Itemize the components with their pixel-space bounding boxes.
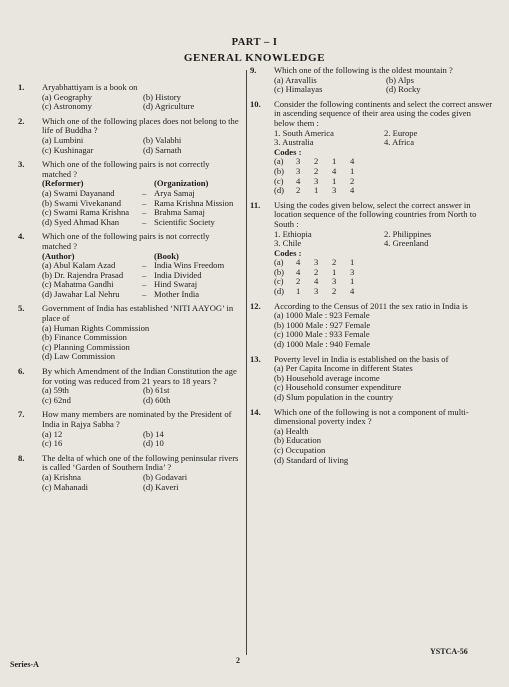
match-cell: – — [142, 207, 147, 218]
match-cell: (b) Dr. Rajendra Prasad — [42, 269, 124, 280]
list-item: 4. Greenland — [384, 238, 429, 249]
option: (b) 1000 Male : 927 Female — [274, 319, 371, 330]
question-number: 6. — [18, 366, 25, 377]
match-cell: India Wins Freedom — [154, 260, 225, 271]
question-item — [250, 355, 494, 403]
option: (b) Education — [274, 435, 322, 446]
list-item: 3. Chile — [274, 238, 302, 249]
question-number: 1. — [18, 82, 25, 92]
option: (d) Agriculture — [143, 101, 195, 112]
option-list — [274, 427, 494, 465]
option-list — [42, 324, 240, 362]
series-label: Series-A — [10, 660, 39, 669]
question-text: Using the codes given below, select the correct answer in location sequence of the following countries from North to South : — [274, 199, 477, 229]
question-text: Which one of the following is not a component of multi-dimensional poverty index ? — [274, 406, 469, 427]
match-cell: – — [142, 288, 147, 299]
page-number: 2 — [236, 656, 240, 665]
option: (b) Household average income — [274, 372, 380, 383]
question-number: 2. — [18, 115, 25, 126]
code-cell: 1 — [350, 165, 355, 176]
option: (a) Geography — [42, 91, 92, 102]
match-cell: (c) Swami Rama Krishna — [42, 207, 130, 218]
match-cell: Rama Krishna Mission — [154, 197, 234, 208]
option: (b) 61st — [143, 385, 170, 396]
code-cell: 3 — [314, 286, 319, 297]
option: (a) Aravallis — [274, 74, 317, 85]
codes-table — [274, 258, 494, 296]
question-item — [18, 232, 240, 299]
question-item — [250, 408, 494, 466]
question-number: 14. — [250, 406, 261, 417]
match-header-right: (Organization) — [154, 178, 209, 189]
option: (c) 16 — [42, 438, 63, 449]
question-number: 12. — [250, 300, 261, 311]
code-cell: 2 — [332, 257, 337, 268]
right-column — [250, 66, 494, 470]
question-number: 11. — [250, 199, 261, 210]
list-item: 4. Africa — [384, 137, 415, 148]
question-text: The delta of which one of the following peninsular rivers is called ‘Garden of Southern India’ ? — [42, 452, 239, 473]
code-cell: 4 — [350, 286, 355, 297]
option: (a) Health — [274, 425, 309, 436]
option: (c) Himalayas — [274, 84, 323, 95]
left-column — [18, 83, 240, 497]
option-list — [42, 93, 240, 112]
code-cell: (a) — [274, 257, 284, 268]
match-cell: (d) Jawahar Lal Nehru — [42, 288, 120, 299]
code-cell: 4 — [314, 276, 319, 287]
part-heading: PART – I — [231, 37, 278, 48]
code-cell: 4 — [350, 185, 355, 196]
match-cell: (c) Mahatma Gandhi — [42, 279, 114, 290]
option: (a) Per Capita Income in different States — [274, 363, 413, 374]
codes-label: Codes : — [274, 146, 302, 157]
codes-table — [274, 157, 494, 195]
option: (d) Rocky — [386, 84, 421, 95]
question-item — [18, 367, 240, 405]
option: (d) Standard of living — [274, 454, 349, 465]
code-cell: 3 — [350, 266, 355, 277]
code-cell: 3 — [314, 257, 319, 268]
match-table — [42, 179, 240, 227]
code-cell: (c) — [274, 175, 284, 186]
question-text: How many members are nominated by the President of India in Rajya Sabha ? — [42, 409, 232, 429]
option: (b) Godavari — [143, 471, 188, 482]
code-cell: 2 — [314, 156, 319, 167]
option: (a) Lumbini — [42, 134, 84, 145]
option: (c) Astronomy — [42, 101, 92, 112]
option: (d) Law Commission — [42, 351, 116, 362]
code-cell: 2 — [296, 276, 301, 287]
code-cell: (b) — [274, 266, 285, 277]
match-cell: India Divided — [154, 269, 202, 280]
code-cell: 4 — [350, 156, 355, 167]
code-cell: 3 — [314, 175, 319, 186]
code-cell: 4 — [296, 257, 301, 268]
code-cell: 4 — [296, 175, 301, 186]
match-cell: Mother India — [154, 288, 200, 299]
match-cell: – — [142, 197, 147, 208]
match-header-right: (Book) — [154, 250, 179, 261]
option: (b) Alps — [386, 74, 414, 85]
match-cell: Arya Samaj — [154, 187, 195, 198]
list-item: 1. Ethiopia — [274, 228, 312, 239]
question-number: 13. — [250, 353, 261, 364]
option: (d) Sarnath — [143, 144, 182, 155]
code-cell: (b) — [274, 165, 285, 176]
match-cell: – — [142, 269, 147, 280]
question-number: 5. — [18, 303, 25, 314]
option-list — [42, 473, 240, 492]
option: (c) Planning Commission — [42, 341, 130, 352]
code-cell: 1 — [314, 185, 319, 196]
question-text: Government of India has established ‘NITI AAYOG’ in place of — [42, 303, 234, 324]
option: (b) History — [143, 91, 181, 102]
list-item: 3. Australia — [274, 137, 314, 148]
item-list — [274, 129, 494, 148]
option: (a) Human Rights Commission — [42, 322, 150, 333]
question-number: 8. — [18, 452, 25, 463]
match-cell: Brahma Samaj — [154, 207, 205, 218]
option: (d) 1000 Male : 940 Female — [274, 339, 371, 350]
question-item — [18, 410, 240, 448]
code-cell: 2 — [332, 286, 337, 297]
question-text: Which one of the following places does not belong to the life of Buddha ? — [42, 115, 239, 136]
match-cell: – — [142, 260, 147, 271]
match-cell: (d) Syed Ahmad Khan — [42, 216, 120, 227]
option: (d) Kaveri — [143, 481, 179, 492]
code-cell: (d) — [274, 185, 285, 196]
code-cell: 1 — [332, 175, 337, 186]
option: (a) 59th — [42, 385, 69, 396]
question-number: 3. — [18, 159, 25, 170]
code-cell: 2 — [314, 165, 319, 176]
code-cell: (a) — [274, 156, 284, 167]
option: (b) Finance Commission — [42, 332, 127, 343]
question-item — [18, 304, 240, 362]
option: (b) Valabhi — [143, 134, 182, 145]
question-number: 7. — [18, 409, 25, 420]
option-list — [42, 386, 240, 405]
code-cell: 1 — [350, 276, 355, 287]
column-divider — [246, 70, 247, 655]
question-text: Poverty level in India is established on the basis of — [274, 353, 449, 364]
code-cell: 2 — [314, 266, 319, 277]
match-header-left: (Author) — [42, 250, 75, 261]
option: (b) 14 — [143, 428, 164, 439]
code-cell: 3 — [332, 276, 337, 287]
code-cell: 1 — [350, 257, 355, 268]
question-item — [250, 66, 494, 95]
question-text: Which one of the following pairs is not correctly matched ? — [42, 159, 210, 179]
question-number: 9. — [250, 65, 257, 75]
question-text: Which one of the following is the oldest mountain ? — [274, 65, 453, 75]
option: (a) Krishna — [42, 471, 81, 482]
question-item — [18, 454, 240, 492]
option: (d) 60th — [143, 394, 171, 405]
option: (d) 10 — [143, 438, 164, 449]
match-cell: – — [142, 187, 147, 198]
option-list — [274, 76, 494, 95]
option: (c) Kushinagar — [42, 144, 94, 155]
code-cell: (c) — [274, 276, 284, 287]
code-cell: 2 — [296, 185, 301, 196]
question-item — [18, 117, 240, 155]
match-table — [42, 252, 240, 300]
match-cell: (b) Swami Vivekanand — [42, 197, 122, 208]
question-text: Aryabhattiyam is a book on — [42, 82, 138, 92]
question-number: 10. — [250, 98, 261, 109]
code-cell: 1 — [296, 286, 301, 297]
question-item — [250, 302, 494, 350]
option: (d) Slum population in the country — [274, 392, 394, 402]
match-cell: – — [142, 279, 147, 290]
question-text: Which one of the following pairs is not correctly matched ? — [42, 231, 210, 251]
list-item: 2. Europe — [384, 127, 418, 138]
option: (c) Occupation — [274, 444, 326, 455]
code-cell: 4 — [332, 165, 337, 176]
option-list — [274, 311, 494, 349]
option-list — [42, 136, 240, 155]
option: (c) 62nd — [42, 394, 71, 405]
match-cell: Scientific Society — [154, 216, 215, 227]
question-text: According to the Census of 2011 the sex ratio in India is — [274, 300, 468, 311]
code-cell: 3 — [296, 165, 301, 176]
code-cell: 1 — [332, 156, 337, 167]
match-header-left: (Reformer) — [42, 178, 84, 189]
code-cell: 3 — [332, 185, 337, 196]
option: (a) 1000 Male : 923 Female — [274, 310, 370, 321]
match-cell: – — [142, 216, 147, 227]
option: (c) Mahanadi — [42, 481, 89, 492]
question-text: Consider the following continents and select the correct answer in ascending sequence of their area using the codes given below them : — [274, 98, 493, 128]
question-item — [250, 100, 494, 196]
option: (c) 1000 Male : 933 Female — [274, 329, 370, 340]
option-list — [274, 364, 494, 402]
code-cell: 3 — [296, 156, 301, 167]
code-cell: 4 — [296, 266, 301, 277]
question-item — [18, 83, 240, 112]
list-item: 2. Philippines — [384, 228, 432, 239]
code-cell: (d) — [274, 286, 285, 297]
codes-label: Codes : — [274, 247, 302, 258]
code-cell: 1 — [332, 266, 337, 277]
option-list — [42, 430, 240, 449]
question-text: By which Amendment of the Indian Constitution the age for voting was reduced from 21 years to 18 years ? — [42, 366, 237, 386]
match-cell: (a) Swami Dayanand — [42, 187, 115, 198]
question-item — [250, 201, 494, 297]
question-number: 4. — [18, 231, 25, 242]
section-heading: GENERAL KNOWLEDGE — [183, 52, 326, 64]
paper-code: YSTCA-56 — [430, 647, 468, 656]
match-cell: Hind Swaraj — [154, 279, 198, 290]
match-cell: (a) Abul Kalam Azad — [42, 260, 116, 271]
question-item — [18, 160, 240, 227]
option: (c) Household consumer expenditure — [274, 382, 402, 393]
code-cell: 2 — [350, 175, 355, 186]
list-item: 1. South America — [274, 127, 334, 138]
option: (a) 12 — [42, 428, 63, 439]
item-list — [274, 230, 494, 249]
